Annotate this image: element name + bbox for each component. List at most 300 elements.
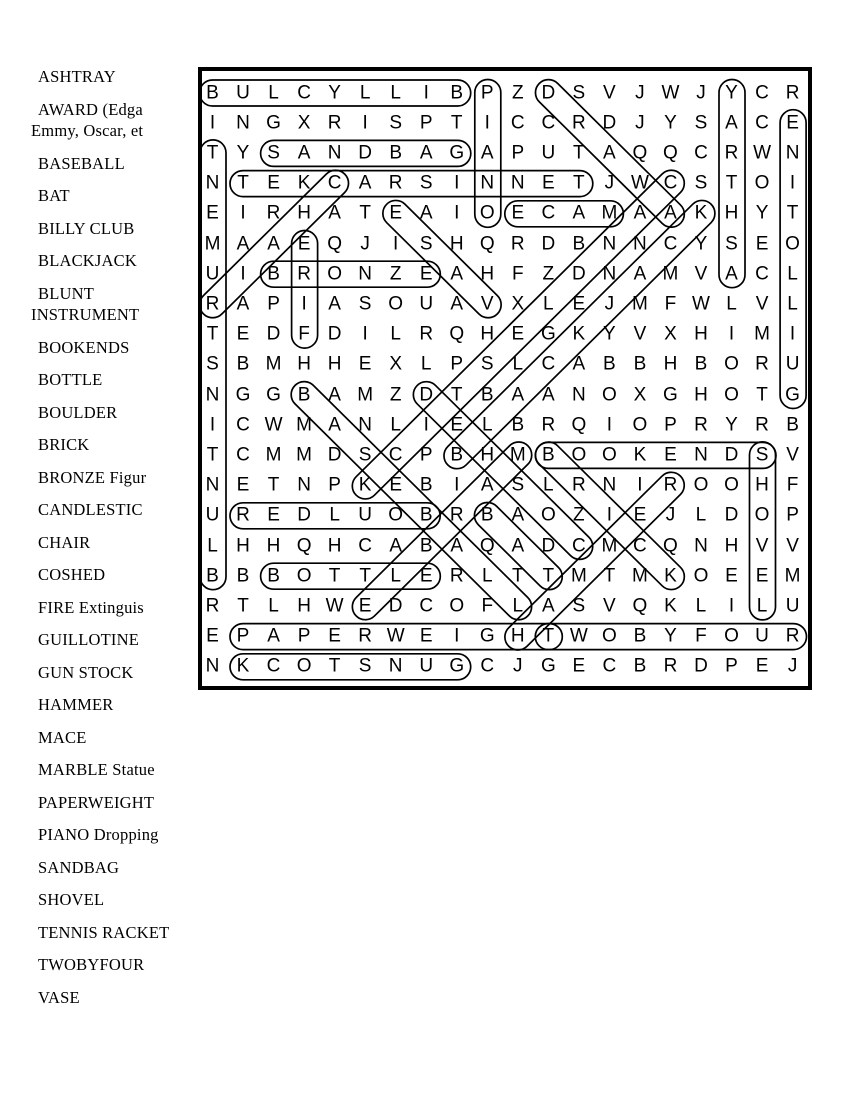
grid-cell: E: [755, 233, 769, 254]
grid-cell: O: [724, 384, 739, 405]
grid-cell: M: [265, 444, 282, 466]
word-list-item: [31, 467, 203, 489]
grid-cell: S: [725, 233, 738, 254]
grid-cell: T: [603, 565, 616, 587]
grid-cell: N: [205, 172, 220, 194]
grid-cell: N: [297, 474, 311, 496]
grid-cell: U: [419, 293, 434, 315]
grid-cell: P: [786, 504, 799, 526]
grid-cell: Y: [603, 323, 616, 345]
grid-cell: N: [571, 384, 586, 405]
grid-cell: O: [693, 474, 709, 496]
grid-cell: N: [388, 655, 403, 677]
grid-cell: A: [328, 414, 341, 436]
grid-cell: G: [266, 384, 281, 405]
grid-cell: D: [571, 263, 586, 285]
grid-cell: S: [694, 112, 708, 134]
grid-cell: A: [297, 142, 311, 164]
grid-cell: C: [236, 444, 250, 466]
grid-cell: D: [266, 323, 281, 345]
word-list-item: [31, 402, 203, 424]
grid-cell: R: [663, 474, 678, 496]
grid-cell: I: [240, 202, 246, 224]
word-list-item: [31, 434, 203, 456]
word-list-line: SHOVEL: [38, 890, 105, 909]
grid-cell: Y: [328, 82, 341, 103]
grid-cell: W: [569, 625, 588, 647]
word-list-line: BASEBALL: [38, 153, 125, 173]
grid-cell: C: [236, 414, 250, 436]
word-list-item: [31, 759, 203, 781]
word-list-item: [31, 337, 203, 359]
grid-cell: L: [268, 595, 279, 617]
word-list-item: [31, 283, 203, 326]
grid-cell: H: [510, 625, 525, 647]
grid-cell: O: [785, 233, 800, 254]
grid-cell: S: [755, 444, 769, 466]
grid-cell: Z: [573, 504, 585, 526]
grid-cell: X: [664, 323, 677, 345]
word-list-line: GUILLOTINE: [38, 630, 139, 649]
grid-cell: U: [419, 655, 434, 677]
grid-cell: N: [236, 112, 250, 134]
grid-cell: N: [205, 384, 220, 405]
grid-cell: G: [540, 655, 556, 677]
grid-cell: C: [541, 112, 556, 134]
grid-cell: G: [449, 142, 465, 164]
grid-cell: J: [604, 293, 615, 315]
grid-cell: D: [541, 535, 556, 556]
grid-cell: S: [419, 233, 433, 254]
grid-cell: A: [236, 233, 250, 254]
grid-cell: J: [665, 504, 676, 526]
grid-cell: J: [635, 112, 645, 134]
grid-cell: R: [266, 202, 281, 224]
grid-cell: E: [786, 112, 799, 134]
grid-cell: M: [357, 384, 374, 405]
grid-cell: Z: [389, 263, 402, 285]
grid-cell: I: [209, 112, 216, 134]
grid-cell: W: [264, 414, 283, 436]
grid-cell: C: [571, 535, 586, 556]
grid-cell: U: [755, 625, 769, 647]
grid-cell: T: [756, 384, 768, 405]
grid-cell: L: [329, 504, 340, 526]
grid-cell: T: [511, 565, 524, 587]
grid-cell: I: [484, 112, 490, 134]
grid-cell: R: [571, 112, 586, 134]
word-list-item: [31, 369, 203, 391]
grid-cell: I: [454, 172, 460, 194]
grid-cell: S: [389, 112, 403, 134]
grid-cell: H: [266, 535, 281, 556]
grid-cell: O: [540, 504, 556, 526]
grid-cell: H: [297, 353, 311, 375]
grid-cell: V: [786, 444, 799, 466]
grid-cell: I: [362, 112, 368, 134]
grid-cell: G: [785, 384, 800, 405]
grid-cell: L: [512, 595, 524, 617]
word-list-line: GUN STOCK: [38, 662, 134, 682]
grid-cell: C: [510, 112, 525, 134]
grid-cell: O: [296, 565, 312, 587]
grid-cell: I: [454, 202, 460, 224]
grid-cell: V: [633, 323, 647, 345]
grid-cell: R: [694, 414, 708, 436]
grid-cell: K: [664, 595, 677, 617]
grid-cell: O: [479, 202, 495, 224]
grid-cell: L: [207, 535, 218, 556]
word-list-item: [31, 597, 203, 619]
grid-cell: N: [480, 172, 495, 194]
grid-cell: L: [695, 504, 707, 526]
grid-cell: A: [419, 142, 433, 164]
grid-cell: Q: [479, 535, 495, 556]
grid-cell: G: [449, 655, 465, 677]
grid-cell: A: [358, 172, 372, 194]
grid-cell: T: [359, 202, 371, 224]
grid-cell: B: [480, 504, 494, 526]
grid-cell: D: [602, 112, 617, 134]
grid-cell: E: [206, 202, 219, 224]
grid-cell: L: [512, 353, 524, 375]
grid-cell: D: [297, 504, 311, 526]
grid-cell: A: [419, 202, 433, 224]
grid-cell: R: [755, 414, 769, 436]
grid-cell: N: [602, 263, 617, 285]
grid-cell: H: [236, 535, 250, 556]
grid-cell: W: [661, 82, 680, 103]
grid-cell: A: [603, 142, 616, 164]
grid-cell: Q: [449, 323, 465, 345]
grid-cell: P: [725, 655, 738, 677]
grid-cell: V: [603, 595, 616, 617]
grid-cell: A: [450, 535, 464, 556]
word-list-item: [31, 662, 203, 684]
grid-cell: I: [637, 474, 643, 496]
grid-cell: C: [266, 655, 281, 677]
word-list-line: CANDLESTIC: [38, 500, 143, 519]
grid-cell: H: [449, 233, 464, 254]
grid-cell: V: [694, 263, 708, 285]
grid-cell: C: [663, 233, 678, 254]
grid-cell: B: [297, 384, 311, 405]
grid-cell: P: [236, 625, 250, 647]
grid-cell: G: [540, 323, 556, 345]
word-list-line: MACE: [38, 727, 87, 747]
grid-cell: F: [298, 323, 310, 345]
grid-cell: H: [480, 323, 495, 345]
grid-cell: P: [267, 293, 280, 315]
grid-cell: F: [786, 474, 799, 496]
word-list-line: TENNIS RACKET: [38, 922, 170, 942]
grid-cell: S: [267, 142, 280, 164]
grid-cell: H: [297, 202, 311, 224]
grid-cell: X: [511, 293, 525, 315]
grid-cell: Y: [664, 625, 677, 647]
grid-cell: O: [754, 172, 770, 194]
grid-cell: H: [297, 595, 311, 617]
grid-cell: O: [601, 444, 617, 466]
grid-cell: N: [205, 655, 220, 677]
grid-cell: D: [694, 655, 708, 677]
grid-cell: B: [786, 414, 799, 436]
grid-cell: J: [787, 655, 798, 677]
grid-cell: D: [327, 323, 342, 345]
grid-cell: E: [572, 655, 586, 677]
grid-cell: R: [510, 233, 525, 254]
grid-cell: A: [328, 202, 341, 224]
grid-cell: L: [390, 323, 401, 345]
grid-cell: Q: [632, 595, 648, 617]
word-list-item: [31, 889, 203, 911]
grid-cell: N: [694, 444, 708, 466]
grid-cell: B: [541, 444, 555, 466]
grid-cell: R: [785, 625, 800, 647]
grid-cell: C: [419, 595, 434, 617]
grid-cell: A: [328, 293, 341, 315]
grid-cell: E: [206, 625, 219, 647]
grid-cell: K: [297, 172, 311, 194]
word-list-item: [31, 185, 203, 207]
grid-cell: D: [541, 233, 556, 254]
grid-cell: A: [236, 293, 250, 315]
grid-cell: C: [755, 263, 769, 285]
grid-cell: N: [358, 414, 373, 436]
grid-cell: I: [240, 263, 246, 285]
grid-cell: E: [450, 414, 464, 436]
grid-cell: M: [662, 263, 679, 285]
grid-cell: Y: [664, 112, 677, 134]
grid-cell: B: [511, 414, 525, 436]
grid-cell: C: [541, 202, 556, 224]
grid-cell: A: [450, 293, 464, 315]
grid-cell: T: [542, 625, 555, 647]
grid-cell: Z: [511, 82, 524, 103]
grid-cell: H: [327, 535, 342, 556]
grid-cell: O: [388, 293, 404, 315]
grid-cell: E: [236, 323, 250, 345]
grid-cell: N: [327, 142, 342, 164]
grid-cell: R: [236, 504, 250, 526]
grid-cell: L: [787, 263, 798, 285]
grid-cell: X: [633, 384, 647, 405]
grid-cell: E: [389, 202, 403, 224]
grid-cell: D: [724, 444, 739, 466]
grid-cell: I: [454, 474, 460, 496]
grid-cell: O: [327, 263, 342, 285]
grid-cell: A: [267, 625, 280, 647]
grid-cell: J: [513, 655, 523, 677]
grid-cell: S: [358, 444, 372, 466]
grid-cell: U: [785, 353, 800, 375]
word-list-line: BOULDER: [38, 402, 118, 422]
word-list-line: BOOKENDS: [38, 337, 130, 357]
grid-cell: C: [327, 172, 342, 194]
grid-cell: A: [480, 474, 494, 496]
word-list-line: BRICK: [38, 435, 90, 454]
word-list: [31, 66, 203, 1026]
grid-cell: H: [480, 263, 495, 285]
word-list-item: [31, 987, 203, 1009]
grid-cell: I: [728, 323, 735, 345]
grid-cell: B: [633, 655, 647, 677]
grid-cell: E: [267, 504, 280, 526]
grid-cell: P: [419, 112, 433, 134]
grid-cell: Q: [479, 233, 495, 254]
word-list-line: FIRE Extinguis: [38, 597, 144, 617]
grid-cell: L: [787, 293, 798, 315]
word-list-line: SANDBAG: [38, 857, 120, 877]
grid-cell: O: [724, 625, 739, 647]
grid-cell: L: [390, 414, 401, 436]
grid-cell: S: [419, 172, 433, 194]
grid-cell: G: [266, 112, 281, 134]
grid-cell: W: [692, 293, 710, 315]
grid-cell: F: [481, 595, 494, 617]
grid-cell: K: [358, 474, 372, 496]
word-list-line: HAMMER: [38, 695, 114, 714]
grid-cell: L: [390, 565, 401, 587]
grid-cell: L: [756, 595, 768, 617]
grid-cell: I: [393, 233, 399, 254]
grid-cell: K: [236, 655, 250, 677]
grid-cell: A: [541, 595, 555, 617]
grid-cell: V: [786, 535, 799, 556]
grid-cell: H: [480, 444, 495, 466]
grid-cell: P: [328, 474, 341, 496]
grid-cell: A: [328, 384, 341, 405]
grid-cell: T: [267, 474, 280, 496]
grid-cell: E: [328, 625, 341, 647]
grid-cell: Z: [389, 384, 402, 405]
word-list-line: COSHED: [38, 565, 106, 584]
grid-cell: N: [602, 233, 617, 254]
word-list-item: [31, 218, 203, 240]
grid-cell: O: [296, 655, 312, 677]
grid-cell: N: [694, 535, 708, 556]
grid-cell: H: [694, 323, 708, 345]
grid-cell: A: [664, 202, 677, 224]
grid-cell: E: [297, 233, 311, 254]
grid-cell: D: [419, 384, 434, 405]
grid-cell: E: [633, 504, 647, 526]
grid-cell: J: [604, 172, 615, 194]
grid-cell: T: [328, 565, 341, 587]
grid-cell: B: [603, 353, 616, 375]
grid-cell: M: [631, 565, 648, 587]
grid-cell: B: [633, 353, 647, 375]
grid-cell: H: [724, 535, 739, 556]
grid-cell: R: [419, 323, 434, 345]
grid-cell: T: [206, 142, 219, 164]
grid-cell: O: [754, 504, 770, 526]
grid-cell: R: [724, 142, 739, 164]
grid-cell: E: [511, 202, 525, 224]
grid-cell: T: [542, 565, 555, 587]
grid-cell: A: [572, 353, 586, 375]
grid-cell: C: [755, 82, 769, 103]
word-list-line: MARBLE Statue: [38, 760, 155, 779]
grid-cell: Y: [755, 202, 769, 224]
grid-cell: V: [755, 293, 769, 315]
grid-cell: C: [541, 353, 556, 375]
grid-cell: E: [511, 323, 525, 345]
grid-cell: F: [695, 625, 707, 647]
grid-cell: B: [419, 504, 433, 526]
grid-cell: P: [450, 353, 464, 375]
grid-cell: A: [511, 504, 525, 526]
grid-cell: A: [511, 384, 525, 405]
grid-cell: J: [696, 82, 706, 103]
grid-cell: L: [359, 82, 371, 103]
grid-cell: E: [419, 565, 433, 587]
grid-cell: O: [724, 474, 739, 496]
word-list-item: [31, 250, 203, 272]
grid-cell: I: [789, 323, 796, 345]
grid-cell: G: [479, 625, 495, 647]
grid-cell: T: [450, 384, 463, 405]
grid-cell: A: [389, 535, 403, 556]
grid-cell: R: [449, 504, 464, 526]
grid-cell: T: [573, 172, 585, 194]
grid-cell: B: [206, 82, 219, 103]
grid-cell: L: [543, 474, 554, 496]
grid-cell: L: [268, 82, 279, 103]
grid-cell: I: [728, 595, 735, 617]
grid-cell: O: [449, 595, 465, 617]
grid-cell: D: [541, 82, 556, 103]
grid-cell: S: [358, 655, 372, 677]
grid-cell: E: [267, 172, 280, 194]
grid-cell: E: [358, 353, 372, 375]
word-list-item: [31, 564, 203, 586]
word-list-item: [31, 857, 203, 879]
grid-cell: S: [572, 595, 586, 617]
grid-cell: D: [358, 142, 373, 164]
grid-cell: E: [389, 474, 403, 496]
grid-cell: T: [206, 444, 219, 466]
grid-cell: S: [206, 353, 219, 375]
word-list-line: BOTTLE: [38, 370, 103, 389]
grid-cell: B: [419, 535, 433, 556]
word-list-line: INSTRUMENT: [31, 305, 140, 324]
grid-cell: P: [297, 625, 311, 647]
grid-cell: B: [267, 263, 280, 285]
grid-cell: W: [630, 172, 649, 194]
grid-cell: U: [205, 504, 220, 526]
grid-cell: V: [755, 535, 769, 556]
grid-cell: B: [236, 353, 250, 375]
grid-cell: T: [206, 323, 219, 345]
word-list-line: ASHTRAY: [38, 67, 116, 86]
grid-cell: A: [480, 142, 494, 164]
grid-cell: Q: [632, 142, 648, 164]
grid-cell: N: [510, 172, 525, 194]
word-list-item: [31, 499, 203, 521]
grid-cell: C: [633, 535, 647, 556]
grid-cell: S: [694, 172, 708, 194]
grid-cell: N: [785, 142, 800, 164]
grid-cell: S: [480, 353, 494, 375]
grid-cell: Y: [694, 233, 708, 254]
grid-cell: V: [603, 82, 616, 103]
grid-cell: A: [572, 202, 586, 224]
grid-cell: E: [755, 565, 769, 587]
grid-cell: T: [573, 142, 585, 164]
grid-cell: O: [601, 625, 617, 647]
grid-cell: L: [726, 293, 737, 315]
